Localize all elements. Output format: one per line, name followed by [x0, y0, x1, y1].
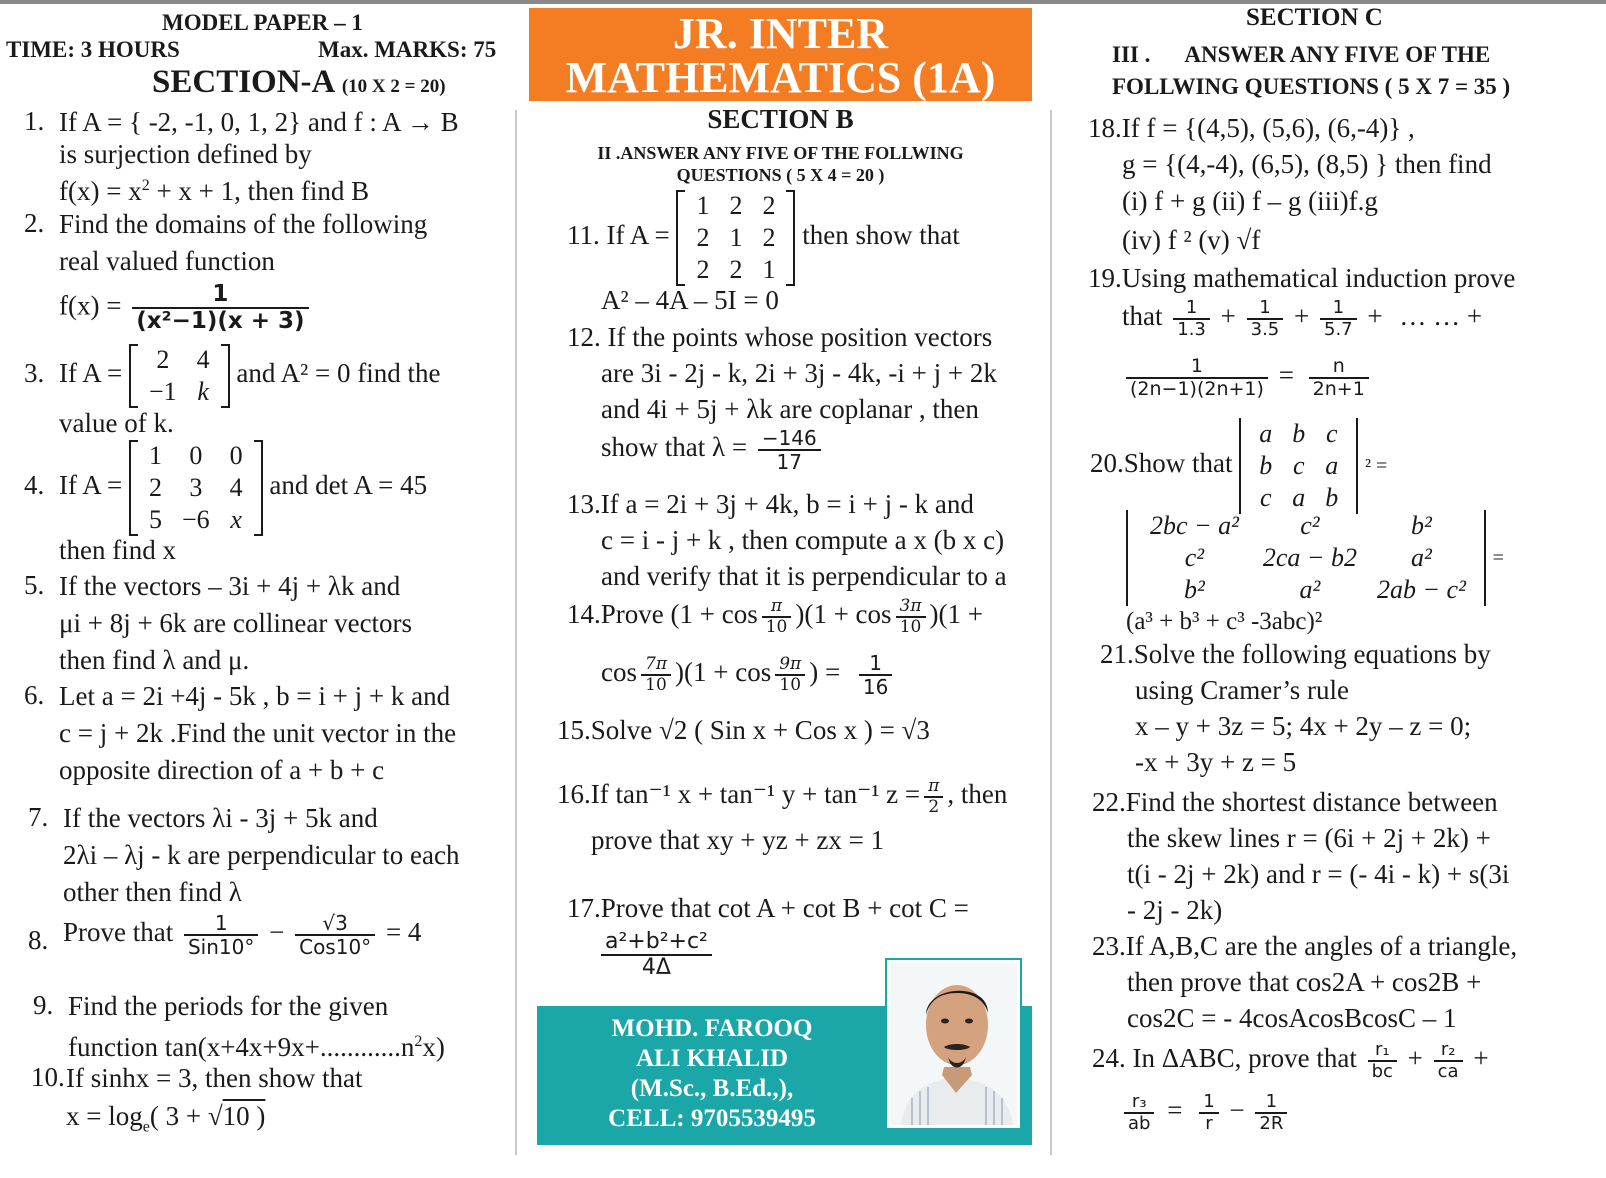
section-c-title: SECTION C [1246, 4, 1383, 31]
determinant-q20-expanded: 2bc − a² c² b² c² 2ca − b2 a² b² a² 2ab − c² [1126, 510, 1486, 606]
section-b-instructions: II .ANSWER ANY FIVE OF THE FOLLWING QUESTIONS ( 5 X 4 = 20 ) [597, 143, 964, 185]
column-divider-left [515, 110, 517, 1155]
author-portrait-image [890, 963, 1020, 1128]
section-b-title: SECTION B [707, 104, 854, 134]
matrix-q11: 1 2 2 2 1 2 2 2 1 [676, 190, 795, 286]
paper-title: MODEL PAPER – 1 [162, 10, 363, 35]
section-c-instructions-line2: FOLLWING QUESTIONS ( 5 X 7 = 35 ) [1112, 74, 1511, 99]
title-banner: JR. INTER MATHEMATICS (1A) [529, 8, 1032, 101]
matrix-q3: 2 4 −1 k [129, 344, 230, 408]
author-info: MOHD. FAROOQ ALI KHALID (M.Sc., B.Ed.,), CELL: 9705539495 [608, 1015, 816, 1132]
max-marks-label: Max. MARKS: 75 [318, 37, 497, 62]
section-c-instructions-line1: III . ANSWER ANY FIVE OF THE [1112, 42, 1491, 67]
section-a-title: SECTION-A (10 X 2 = 20) [152, 64, 446, 100]
column-divider-right [1050, 110, 1052, 1155]
determinant-q20: a b c b c a c a b [1239, 418, 1358, 514]
matrix-q4: 1 0 0 2 3 4 5 −6 x [129, 440, 263, 536]
time-label: TIME: 3 HOURS [6, 37, 180, 62]
author-photo [887, 960, 1020, 1128]
